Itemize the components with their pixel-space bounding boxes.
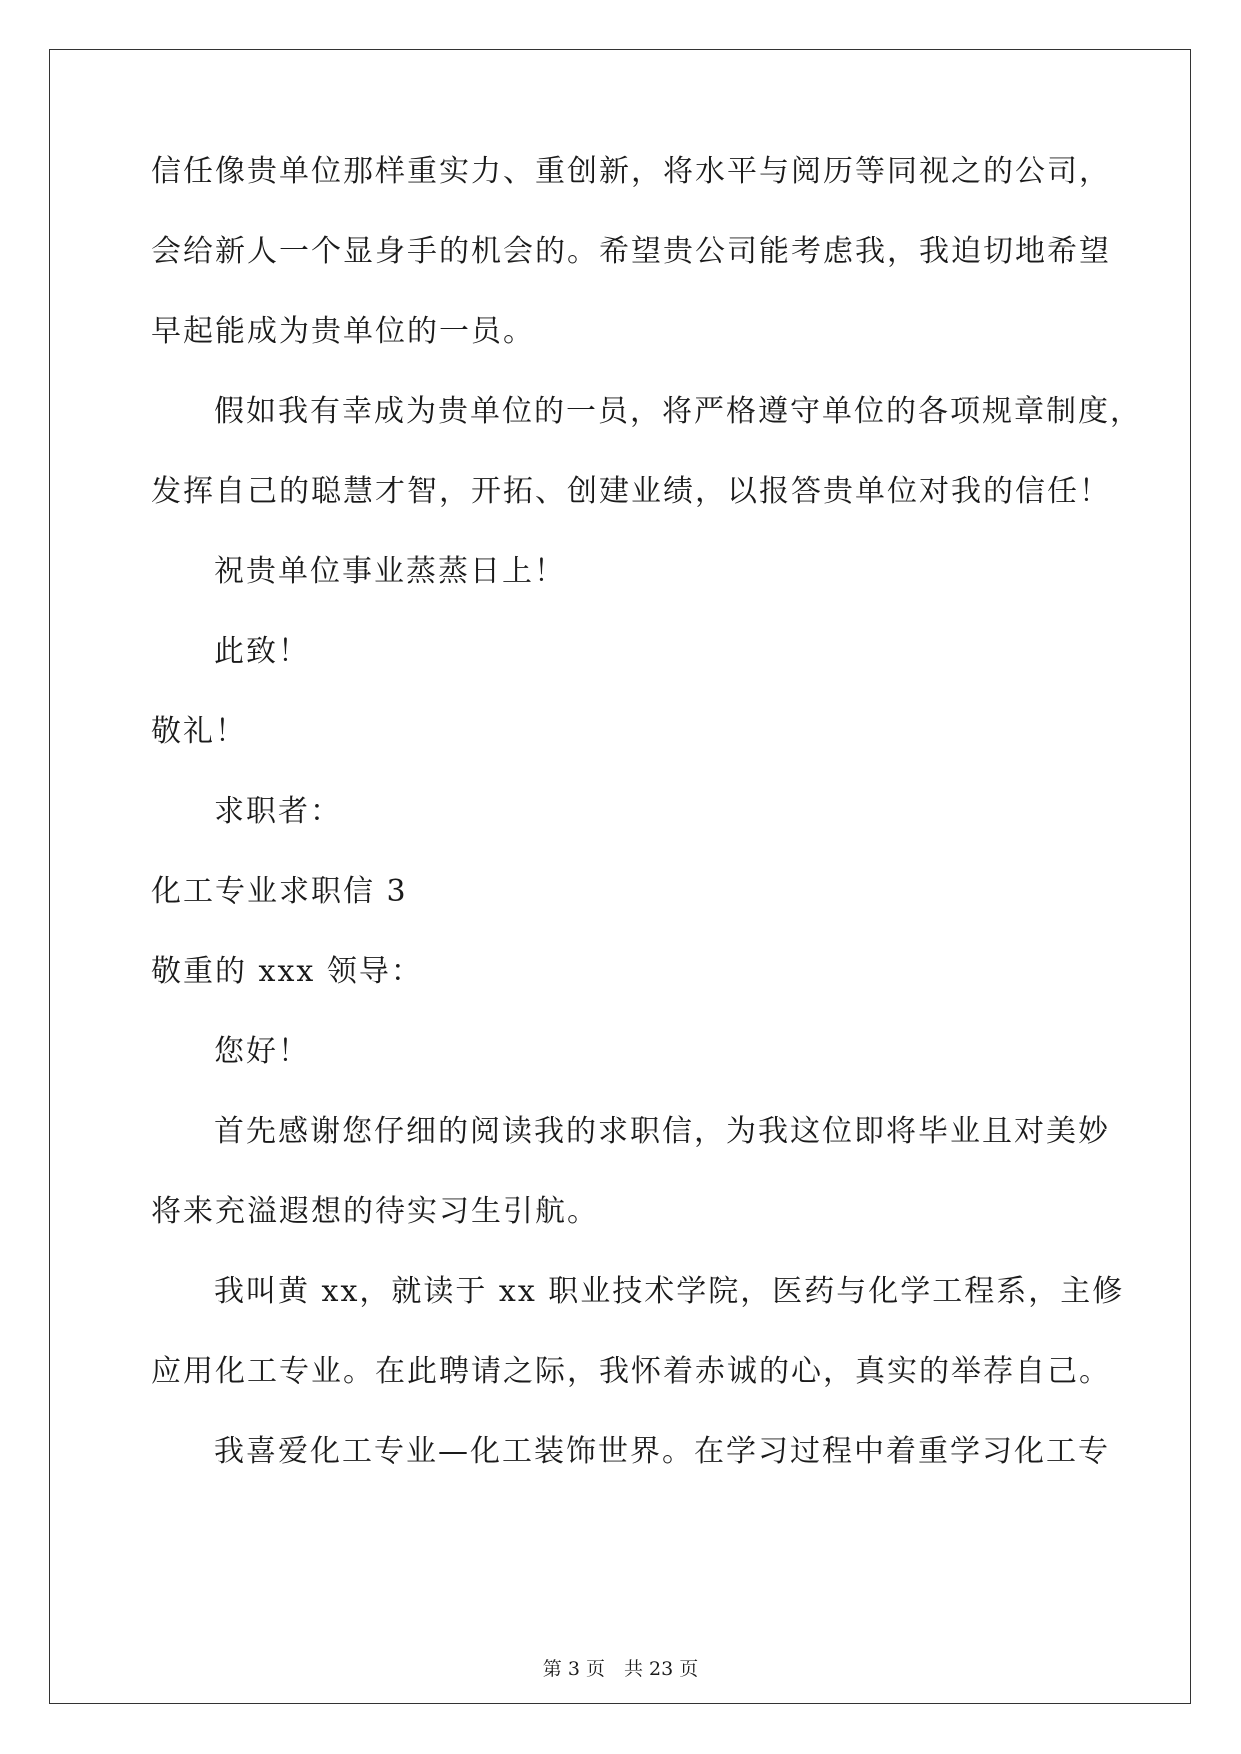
text-line: 早起能成为贵单位的一员。 bbox=[151, 314, 535, 349]
text-line: 我叫黄 xx，就读于 xx 职业技术学院，医药与化学工程系，主修 bbox=[214, 1274, 1125, 1309]
text-line: 发挥自己的聪慧才智，开拓、创建业绩，以报答贵单位对我的信任！ bbox=[151, 474, 1111, 509]
salutation-line: 敬礼！ bbox=[151, 714, 247, 749]
text-line: 我喜爱化工专业—化工装饰世界。在学习过程中着重学习化工专 bbox=[214, 1434, 1110, 1469]
text-line: 信任像贵单位那样重实力、重创新，将水平与阅历等同视之的公司， bbox=[151, 154, 1111, 189]
greeting-line: 敬重的 xxx 领导： bbox=[151, 954, 423, 989]
text-line: 假如我有幸成为贵单位的一员，将严格遵守单位的各项规章制度， bbox=[214, 394, 1142, 429]
signature-line: 求职者： bbox=[214, 794, 342, 829]
text-line: 您好！ bbox=[214, 1034, 310, 1069]
text-line: 会给新人一个显身手的机会的。希望贵公司能考虑我，我迫切地希望 bbox=[151, 234, 1111, 269]
section-heading: 化工专业求职信 3 bbox=[151, 874, 408, 909]
page-number: 第 3 页 共 23 页 bbox=[542, 1658, 699, 1680]
text-line: 首先感谢您仔细的阅读我的求职信，为我这位即将毕业且对美妙 bbox=[214, 1114, 1110, 1149]
text-line: 祝贵单位事业蒸蒸日上！ bbox=[214, 554, 566, 589]
closing-line: 此致！ bbox=[214, 634, 310, 669]
text-line: 应用化工专业。在此聘请之际，我怀着赤诚的心，真实的举荐自己。 bbox=[151, 1354, 1111, 1389]
text-line: 将来充溢遐想的待实习生引航。 bbox=[151, 1194, 599, 1229]
